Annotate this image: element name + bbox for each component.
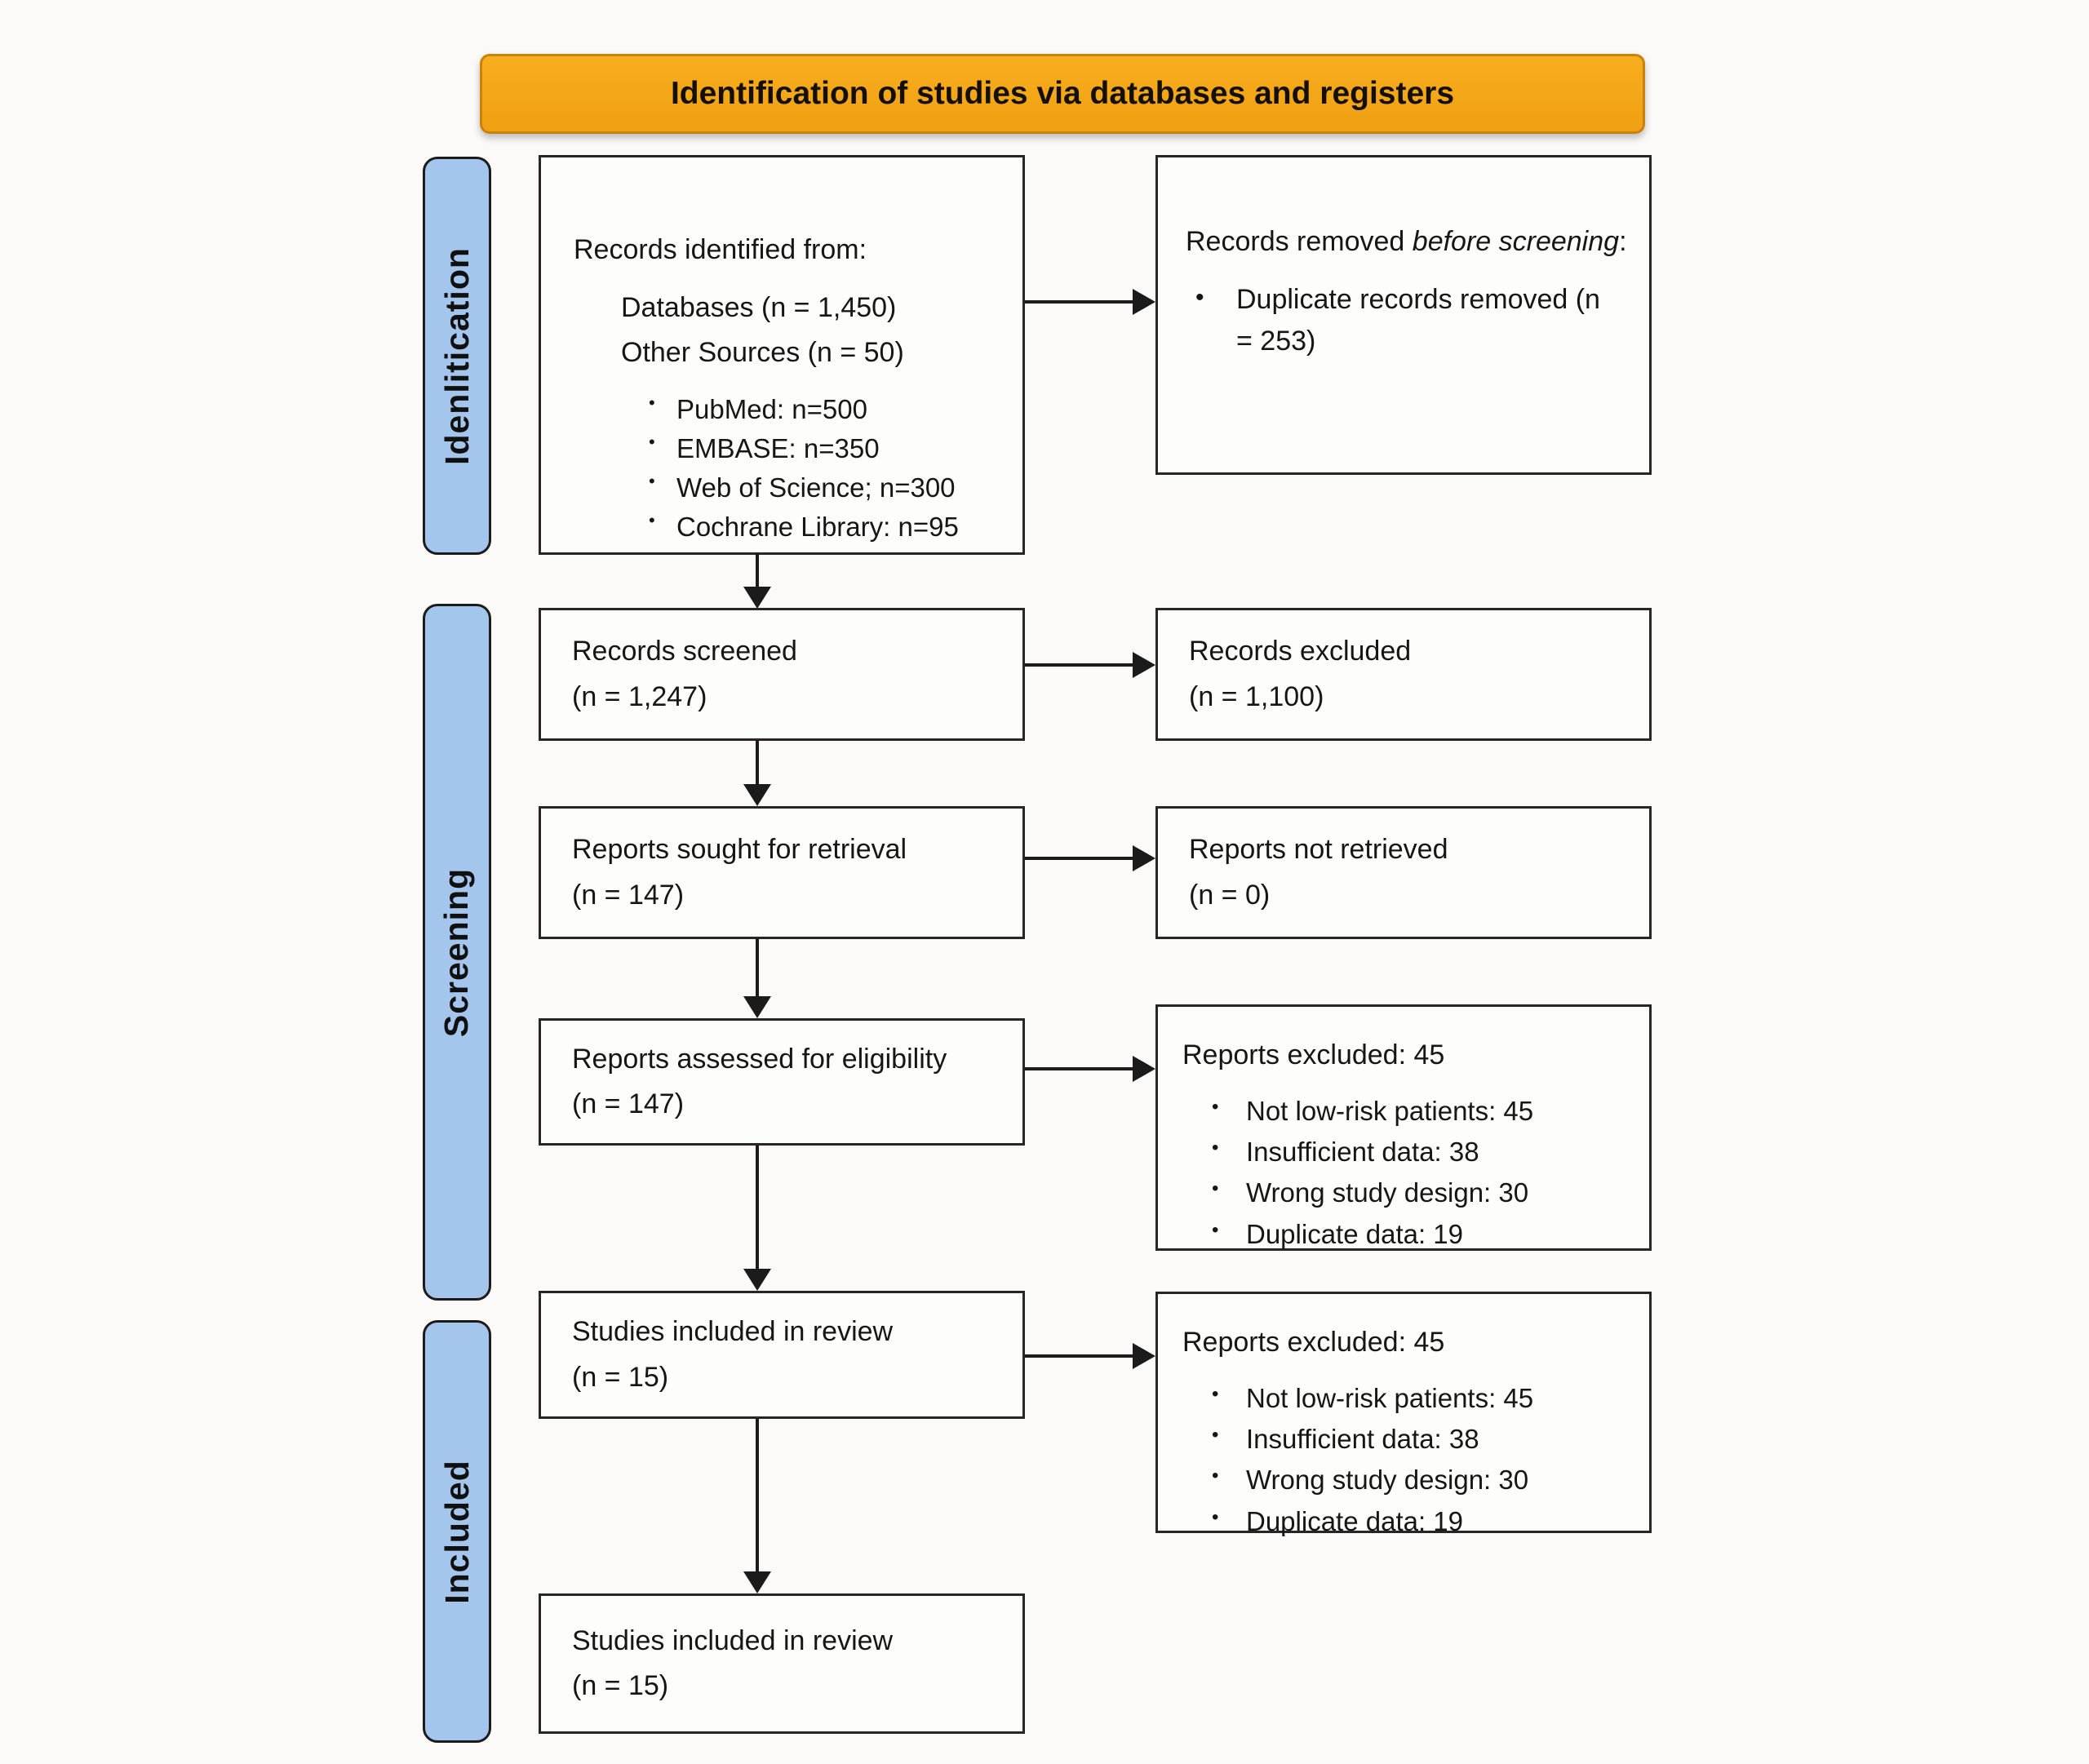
list-item (649, 507, 1001, 547)
box-reports-excluded-eligibility (1155, 1004, 1652, 1251)
box-reports-not-retrieved (1155, 806, 1652, 939)
list-item (649, 468, 1001, 507)
list-item (1212, 1460, 1633, 1500)
arrowhead-down-icon (743, 996, 771, 1018)
arrow-sought-to-not-retrieved (1025, 857, 1134, 860)
stage-bar-screening (423, 604, 491, 1301)
bullet-icon: • (1195, 284, 1204, 312)
bullet-icon: • (1212, 1177, 1219, 1200)
box-studies-included-final (539, 1593, 1025, 1734)
records-removed-heading-prefix: Records removed (1186, 226, 1413, 257)
bullet-icon: • (1212, 1505, 1219, 1528)
diagram-title-banner (480, 54, 1645, 134)
studies-included-final-count: (n = 15) (572, 1670, 669, 1701)
studies-included-review-label: Studies included in review (572, 1316, 894, 1348)
bullet-icon: • (649, 432, 655, 453)
box-records-identified (539, 155, 1025, 555)
reason-wrong-design: Wrong study design: 30 (1246, 1177, 1529, 1208)
arrow-screened-to-excluded (1025, 663, 1134, 667)
list-item (1195, 279, 1633, 362)
records-excluded-count: (n = 1,100) (1189, 680, 1324, 712)
stage-bar-identification (423, 157, 491, 555)
reports-not-retrieved-count: (n = 0) (1189, 879, 1271, 911)
list-item (1212, 1378, 1633, 1419)
arrowhead-right-icon (1133, 652, 1155, 678)
arrow-assessed-to-included (756, 1146, 759, 1271)
arrow-sought-to-assessed (756, 939, 759, 998)
reason-wrong-design: Wrong study design: 30 (1246, 1465, 1529, 1496)
stage-label-screening: Screening (437, 867, 476, 1037)
list-item (1212, 1091, 1633, 1132)
source-embase: EMBASE: n=350 (676, 433, 880, 464)
bullet-icon: • (1212, 1137, 1219, 1159)
source-cochrane: Cochrane Library: n=95 (676, 511, 959, 542)
records-removed-heading-italic: before screening (1412, 226, 1620, 257)
stage-bar-included (423, 1320, 491, 1743)
records-identified-source-list (574, 390, 1001, 546)
box-reports-assessed (539, 1018, 1025, 1146)
reason-not-low-risk: Not low-risk patients: 45 (1246, 1096, 1534, 1127)
reports-sought-count: (n = 147) (572, 879, 685, 911)
records-excluded-label: Records excluded (1189, 636, 1412, 667)
records-identified-databases: Databases (n = 1,450) (621, 292, 897, 324)
stage-label-included: Included (437, 1459, 476, 1604)
list-item (1212, 1501, 1633, 1542)
arrowhead-right-icon (1133, 1056, 1155, 1082)
arrow-identified-to-screened (756, 553, 759, 589)
list-item (649, 429, 1001, 468)
arrow-assessed-to-excluded (1025, 1067, 1134, 1070)
records-removed-heading (1186, 219, 1633, 264)
studies-included-final-label: Studies included in review (572, 1624, 894, 1656)
box-reports-excluded-included (1155, 1292, 1652, 1536)
bullet-icon: • (649, 392, 655, 414)
arrow-screened-to-sought (756, 741, 759, 787)
reports-assessed-label: Reports assessed for eligibility (572, 1043, 947, 1075)
box-studies-included-review (539, 1291, 1025, 1419)
box-records-excluded (1155, 608, 1652, 741)
reason-duplicate-data: Duplicate data: 19 (1246, 1218, 1464, 1249)
bullet-icon: • (1212, 1424, 1219, 1447)
reports-excluded-eligibility-list (1182, 1091, 1633, 1255)
reports-not-retrieved-label: Reports not retrieved (1189, 834, 1448, 866)
arrowhead-down-icon (743, 1571, 771, 1593)
records-removed-list (1186, 279, 1633, 362)
arrowhead-right-icon (1133, 845, 1155, 871)
arrowhead-down-icon (743, 587, 771, 609)
diagram-title: Identification of studies via databases and registers (670, 76, 1455, 111)
bullet-icon: • (649, 470, 655, 491)
reason-duplicate-data: Duplicate data: 19 (1246, 1505, 1464, 1536)
records-removed-heading-suffix: : (1619, 226, 1627, 257)
box-reports-sought (539, 806, 1025, 939)
box-records-screened (539, 608, 1025, 741)
bullet-icon: • (1212, 1096, 1219, 1119)
arrowhead-down-icon (743, 1269, 771, 1291)
bullet-icon: • (649, 509, 655, 530)
bullet-icon: • (1212, 1465, 1219, 1487)
reports-sought-label: Reports sought for retrieval (572, 834, 907, 866)
source-web-of-science: Web of Science; n=300 (676, 472, 956, 503)
reports-assessed-count: (n = 147) (572, 1088, 685, 1119)
arrowhead-right-icon (1133, 1343, 1155, 1369)
arrow-identified-to-removed (1025, 300, 1134, 304)
reports-excluded-included-list (1182, 1378, 1633, 1542)
box-records-removed (1155, 155, 1652, 475)
arrow-included-to-final (756, 1419, 759, 1574)
source-pubmed: PubMed: n=500 (676, 394, 867, 425)
list-item (1212, 1132, 1633, 1172)
reason-insufficient-data: Insufficient data: 38 (1246, 1424, 1479, 1455)
reports-excluded-included-heading: Reports excluded: 45 (1182, 1327, 1445, 1358)
arrowhead-down-icon (743, 784, 771, 806)
reason-insufficient-data: Insufficient data: 38 (1246, 1137, 1479, 1168)
bullet-icon: • (1212, 1218, 1219, 1241)
stage-label-identification: Idenlitication (437, 246, 476, 465)
records-identified-heading: Records identified from: (574, 234, 867, 265)
records-identified-other-sources: Other Sources (n = 50) (621, 337, 904, 369)
list-item (1212, 1214, 1633, 1255)
bullet-icon: • (1212, 1383, 1219, 1406)
arrowhead-right-icon (1133, 289, 1155, 315)
list-item (1212, 1172, 1633, 1213)
list-item (649, 390, 1001, 429)
duplicate-records-removed: Duplicate records removed (n = 253) (1236, 284, 1600, 357)
arrow-included-to-excluded (1025, 1354, 1134, 1358)
reports-excluded-eligibility-heading: Reports excluded: 45 (1182, 1039, 1445, 1070)
records-screened-label: Records screened (572, 636, 797, 667)
records-screened-count: (n = 1,247) (572, 680, 707, 712)
studies-included-review-count: (n = 15) (572, 1361, 669, 1393)
list-item (1212, 1419, 1633, 1460)
reason-not-low-risk: Not low-risk patients: 45 (1246, 1383, 1534, 1414)
